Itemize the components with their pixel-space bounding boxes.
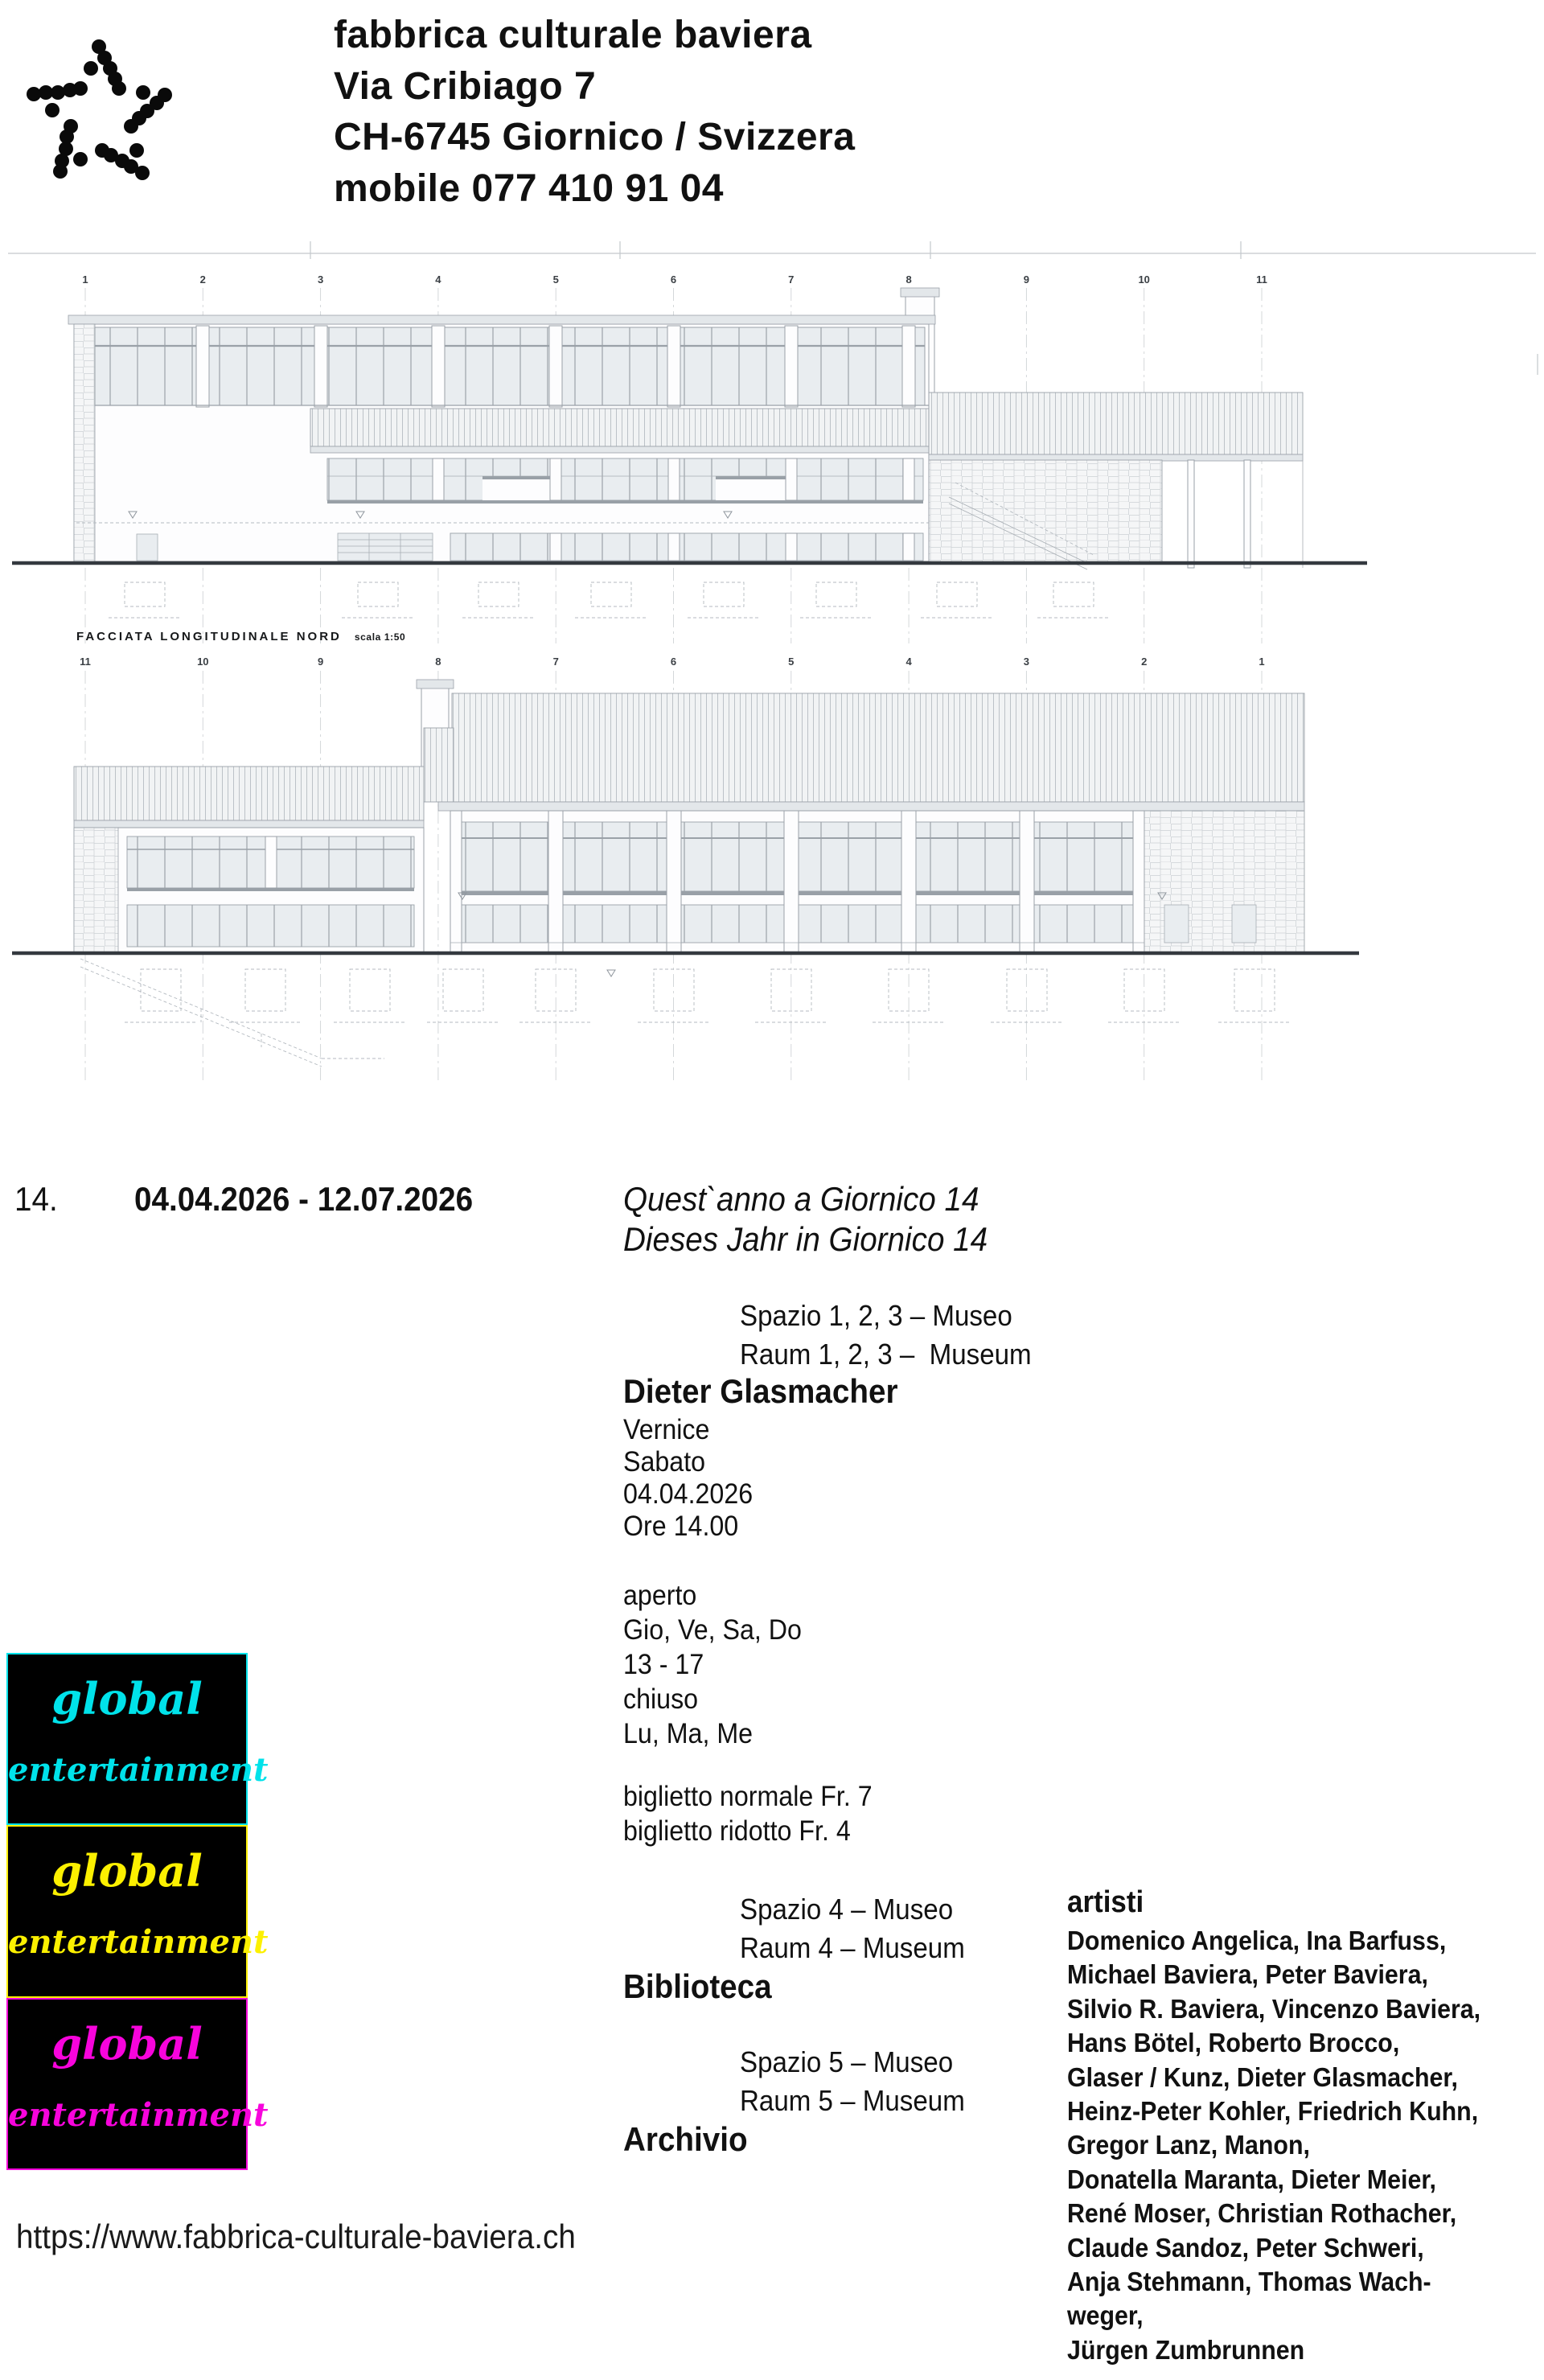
- text-line: Ore 14.00: [623, 1511, 739, 1542]
- global-word: global: [51, 1673, 203, 1725]
- svg-text:3: 3: [1023, 656, 1030, 668]
- text-line: Glaser / Kunz, Dieter Glasmacher,: [1067, 2061, 1458, 2092]
- text-line: Domenico Angelica, Ina Barfuss,: [1067, 1926, 1447, 1955]
- text-line: Heinz-Peter Kohler, Friedrich Kuhn,: [1067, 2096, 1479, 2127]
- text-line: fabbrica culturale baviera: [334, 14, 812, 56]
- text-line: Via Cribiago 7: [334, 64, 597, 108]
- event-dates: 04.04.2026 - 12.07.2026: [134, 1180, 474, 1218]
- global-entertainment-box: [6, 1653, 269, 2170]
- opening-hours: [623, 1578, 802, 1751]
- global-entertainment-section-2: [6, 1825, 269, 1997]
- svg-text:11: 11: [80, 656, 91, 668]
- svg-text:9: 9: [1023, 273, 1030, 286]
- text-line: Spazio 4 – Museo: [740, 1893, 954, 1926]
- facade-drawing-south: [12, 656, 1359, 1082]
- space-4-lines: [740, 1890, 965, 1967]
- space-5-name: Archivio: [623, 2120, 748, 2158]
- text-line: CH-6745 Giornico / Svizzera: [334, 116, 856, 158]
- text-line: mobile 077 410 91 04: [334, 166, 724, 210]
- artists-list: [1067, 1924, 1480, 2367]
- svg-text:5: 5: [552, 273, 559, 286]
- text-line: Raum 4 – Museum: [740, 1931, 965, 1964]
- text-line: weger,: [1067, 2300, 1144, 2331]
- space-5-lines: [740, 2043, 965, 2120]
- svg-text:11: 11: [1256, 273, 1267, 286]
- grid-numbers-north: [82, 273, 1267, 286]
- website-link[interactable]: https://www.fabbrica-culturale-baviera.ch: [16, 2218, 576, 2255]
- facade-drawings: [0, 241, 1544, 1174]
- global-word: global: [51, 1845, 203, 1897]
- text-line: Michael Baviera, Peter Baviera,: [1067, 1959, 1428, 1990]
- text-line: 13 - 17: [623, 1649, 704, 1680]
- text-line: Quest`anno a Giornico 14: [623, 1180, 979, 1218]
- svg-text:6: 6: [670, 656, 677, 668]
- text-line: Silvio R. Baviera, Vincenzo Baviera,: [1067, 1993, 1481, 2024]
- vernissage-details: [623, 1414, 753, 1543]
- text-line: 04.04.2026: [623, 1478, 754, 1510]
- svg-text:1: 1: [1259, 656, 1265, 668]
- svg-text:2: 2: [199, 273, 206, 286]
- text-line: René Moser, Christian Rothacher,: [1067, 2198, 1457, 2229]
- svg-text:2: 2: [1141, 656, 1148, 668]
- text-line: chiuso: [623, 1683, 699, 1715]
- drawing-caption: [76, 630, 405, 643]
- global-entertainment-section-3: [6, 1998, 269, 2170]
- text-line: Sabato: [623, 1446, 706, 1478]
- svg-text:5: 5: [788, 656, 795, 668]
- text-line: Gio, Ve, Sa, Do: [623, 1614, 802, 1646]
- text-line: Anja Stehmann, Thomas Wach-: [1067, 2267, 1431, 2297]
- svg-text:8: 8: [905, 273, 912, 286]
- event-number: 14.: [14, 1180, 58, 1218]
- text-line: Donatella Maranta, Dieter Meier,: [1067, 2164, 1436, 2194]
- svg-text:8: 8: [435, 656, 441, 668]
- svg-text:9: 9: [317, 656, 324, 668]
- text-line: Spazio 1, 2, 3 – Museo: [740, 1299, 1012, 1332]
- text-line: Vernice: [623, 1414, 710, 1445]
- svg-text:6: 6: [670, 273, 677, 286]
- drawing-scale: scala 1:50: [354, 631, 406, 643]
- artists-header: artisti: [1067, 1885, 1144, 1919]
- svg-text:10: 10: [1138, 273, 1150, 286]
- text-line: Raum 1, 2, 3 – Museum: [740, 1338, 1032, 1371]
- entertainment-word: entertainment: [8, 2095, 269, 2134]
- svg-text:10: 10: [197, 656, 209, 668]
- svg-text:7: 7: [788, 273, 795, 286]
- svg-text:7: 7: [552, 656, 559, 668]
- global-word: global: [51, 2017, 203, 2070]
- text-line: Lu, Ma, Me: [623, 1718, 754, 1749]
- star-dots-logo: [0, 0, 209, 209]
- exhibition-spaces: [740, 1297, 1032, 1374]
- global-entertainment-section-1: [6, 1653, 269, 1825]
- entertainment-word: entertainment: [8, 1923, 269, 1962]
- drawing-title: FACCIATA LONGITUDINALE NORD: [76, 630, 342, 643]
- event-title: [623, 1179, 988, 1260]
- text-line: biglietto normale Fr. 7: [623, 1781, 873, 1812]
- grid-numbers-south: [80, 656, 1264, 668]
- text-line: biglietto ridotto Fr. 4: [623, 1815, 851, 1847]
- entertainment-word: entertainment: [8, 1750, 269, 1789]
- space-4-name: Biblioteca: [623, 1967, 772, 2005]
- text-line: Gregor Lanz, Manon,: [1067, 2130, 1310, 2160]
- text-line: Hans Bötel, Roberto Brocco,: [1067, 2028, 1400, 2058]
- ticket-prices: [623, 1779, 873, 1848]
- text-line: Spazio 5 – Museo: [740, 2045, 954, 2078]
- svg-text:4: 4: [435, 273, 441, 286]
- svg-text:1: 1: [82, 273, 88, 286]
- exhibition-artist: Dieter Glasmacher: [623, 1372, 898, 1410]
- text-line: Raum 5 – Museum: [740, 2084, 965, 2117]
- header-address: [334, 10, 855, 214]
- text-line: Jürgen Zumbrunnen: [1067, 2334, 1305, 2365]
- svg-text:3: 3: [317, 273, 324, 286]
- facade-drawing-north: [12, 273, 1367, 643]
- text-line: Dieses Jahr in Giornico 14: [623, 1220, 988, 1258]
- svg-text:4: 4: [905, 656, 912, 668]
- text-line: Claude Sandoz, Peter Schweri,: [1067, 2232, 1424, 2263]
- text-line: aperto: [623, 1580, 697, 1611]
